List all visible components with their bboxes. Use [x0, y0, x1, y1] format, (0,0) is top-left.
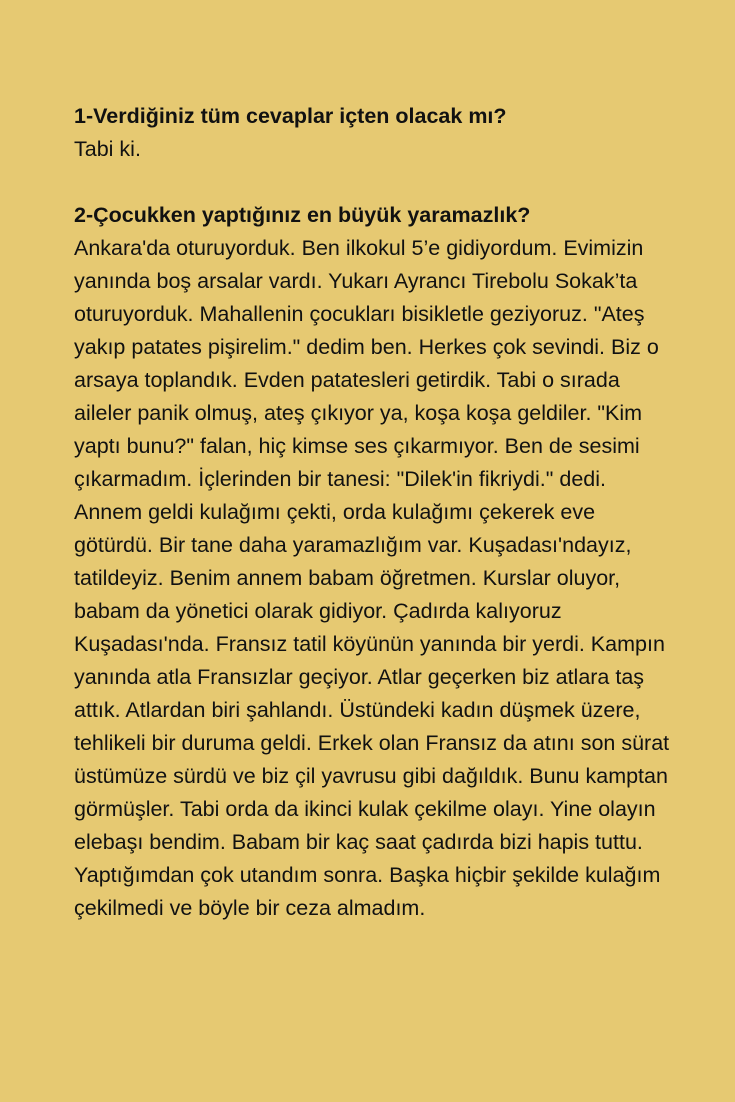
qa-block-1	[74, 100, 675, 166]
qa-block-2	[74, 199, 675, 925]
answer-1: Tabi ki.	[74, 137, 141, 161]
question-2: 2-Çocukken yaptığınız en büyük yaramazlık?	[74, 203, 531, 227]
question-1: 1-Verdiğiniz tüm cevaplar içten olacak mı?	[74, 104, 507, 128]
qa-text-2	[74, 199, 675, 925]
qa-text-1	[74, 100, 675, 166]
answer-2: Ankara'da oturuyorduk. Ben ilkokul 5’e gidiyordum. Evimizin yanında boş arsalar vardı. Yukarı Ayrancı Tirebolu Sokak’ta oturuyorduk. Mahallenin çocukları bisikletle geziyoruz. "Ateş yakıp patates pişirelim." dedim ben. Herkes çok sevindi. Biz o arsaya toplandık. Evden patatesleri getirdik. Tabi o sırada aileler panik olmuş, ateş çıkıyor ya, koşa koşa geldiler. "Kim yaptı bunu?" falan, hiç kimse ses çıkarmıyor. Ben de sesimi çıkarmadım. İçlerinden bir tanesi: "Dilek'in fikriydi." dedi. Annem geldi kulağımı çekti, orda kulağımı çekerek eve götürdü. Bir tane daha yaramazlığım var. Kuşadası'ndayız, tatildeyiz. Benim annem babam öğretmen. Kurslar oluyor, babam da yönetici olarak gidiyor. Çadırda kalıyoruz Kuşadası'nda. Fransız tatil köyünün yanında bir yerdi. Kampın yanında atla Fransızlar geçiyor. Atlar geçerken biz atlara taş attık. Atlardan biri şahlandı. Üstündeki kadın düşmek üzere, tehlikeli bir duruma geldi. Erkek olan Fransız da atını son sürat üstümüze sürdü ve biz çil yavrusu gibi dağıldık. Bunu kamptan görmüşler. Tabi orda da ikinci kulak çekilme olayı. Yine olayın elebaşı bendim. Babam bir kaç saat çadırda bizi hapis tuttu. Yaptığımdan çok utandım sonra. Başka hiçbir şekilde kulağım çekilmedi ve böyle bir ceza almadım.	[74, 236, 670, 920]
